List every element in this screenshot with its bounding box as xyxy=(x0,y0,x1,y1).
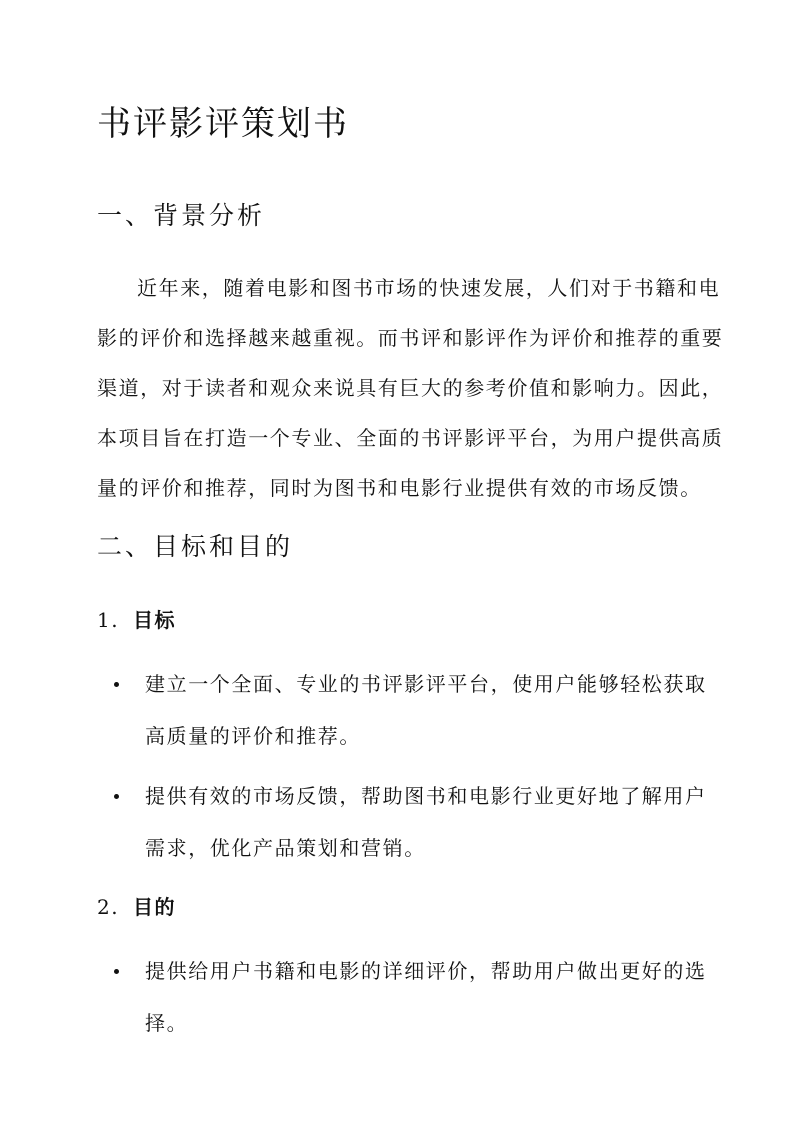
section-heading-background: 一、背景分析 xyxy=(97,201,266,230)
list-item xyxy=(114,945,707,1049)
subheading-label: 目标 xyxy=(133,608,176,632)
paragraph-line: 本项目旨在打造一个专业、全面的书评影评平台，为用户提供高质 xyxy=(97,426,724,450)
list-item-line: 高质量的评价和推荐。 xyxy=(145,724,361,748)
background-paragraph xyxy=(97,263,724,513)
subheading-number: 2. xyxy=(97,895,120,919)
list-item-line: 提供给用户书籍和电影的详细评价，帮助用户做出更好的选 xyxy=(145,959,707,983)
list-item-line: 提供有效的市场反馈，帮助图书和电影行业更好地了解用户 xyxy=(145,784,707,808)
list-item xyxy=(114,770,707,874)
paragraph-line: 渠道，对于读者和观众来说具有巨大的参考价值和影响力。因此， xyxy=(97,376,724,400)
bullet-icon xyxy=(114,794,119,799)
subheading-number: 1. xyxy=(97,608,120,632)
list-item-line: 建立一个全面、专业的书评影评平台，使用户能够轻松获取 xyxy=(145,672,707,696)
subheading-label: 目的 xyxy=(133,895,176,919)
section-heading-goals: 二、目标和目的 xyxy=(97,532,294,561)
paragraph-line: 近年来，随着电影和图书市场的快速发展，人们对于书籍和电 xyxy=(137,276,721,300)
bullet-icon xyxy=(114,969,119,974)
paragraph-line: 量的评价和推荐，同时为图书和电影行业提供有效的市场反馈。 xyxy=(97,476,702,500)
document-title: 书评影评策划书 xyxy=(97,104,349,144)
list-item-line: 择。 xyxy=(145,1011,189,1035)
paragraph-line: 影的评价和选择越来越重视。而书评和影评作为评价和推荐的重要 xyxy=(97,326,724,350)
bullet-icon xyxy=(114,682,119,687)
subheading-purpose xyxy=(97,891,176,920)
list-item xyxy=(114,658,707,762)
subheading-goal xyxy=(97,604,176,633)
list-item-line: 需求，优化产品策划和营销。 xyxy=(145,836,426,860)
